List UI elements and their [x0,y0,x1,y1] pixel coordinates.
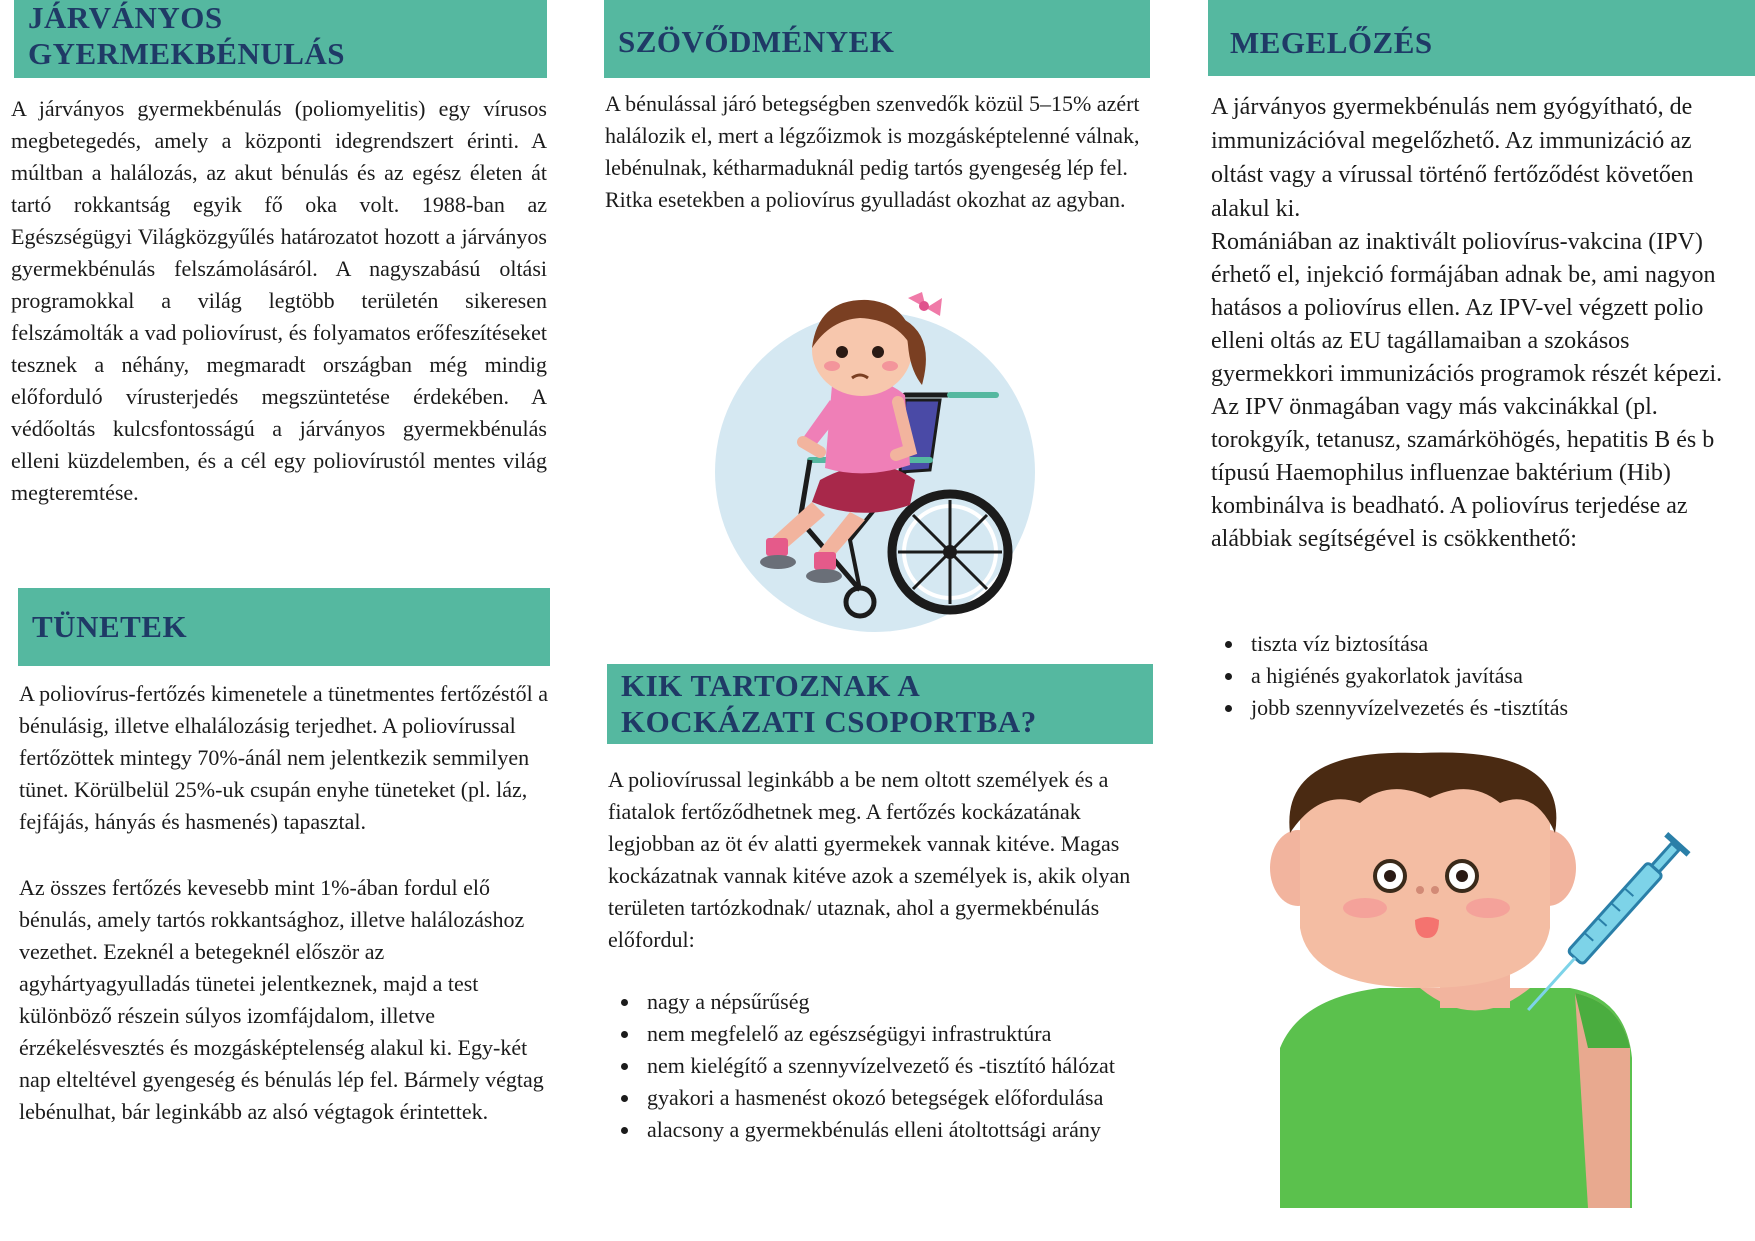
list-item: a higiénés gyakorlatok javítása [1211,660,1731,692]
list-item: gyakori a hasmenést okozó betegségek előfordulása [607,1082,1167,1114]
list-item: nagy a népsűrűség [607,986,1167,1018]
risk-factors-list [607,986,1167,1146]
symptoms-heading-text: TÜNETEK [32,609,188,644]
vaccinated-boy-illustration [1270,748,1710,1208]
risk-group-text: A poliovírussal leginkább a be nem oltott személyek és a fiatalok fertőződhetnek meg. A fertőzés kockázatának legjobban az öt év alatti gyermekek vannak kitéve. Magas kockázatnak vannak kitéve azok a személyek is, akik olyan területen tartózkodnak/ utaznak, ahol a gyermekbénulás előfordul: [608,767,1131,952]
polio-heading-text: JÁRVÁNYOS GYERMEKBÉNULÁS [28,0,346,71]
prevention-text-2: Romániában az inaktivált poliovírus-vakcina (IPV) érhető el, injekció formájában adnak be, ami nagyon hatásos a poliovírus ellen. Az IPV-vel végzett polio elleni oltás az EU tagállamaiban a szokásos gyermekkori immunizációs programok részét képezi. Az IPV önmagában vagy más vakcinákkal (pl. torokgyík, tetanusz, szamárköhögés, hepatitis B és b típusú Haemophilus influenzae baktérium (Hib) kombinálva is beadható. A poliovírus terjedése az alábbiak segítségével is csökkenthető: [1211,229,1723,552]
complications-text: A bénulással járó betegségben szenvedők közül 5–15% azért halálozik el, mert a légzőizmok is mozgásképtelenné válnak, lebénulnak, kétharmaduknál pedig tartós gyengeség lép fel. Ritka esetekben a poliovírus gyulladást okozhat az agyban. [605,91,1140,212]
list-item: jobb szennyvízelvezetés és -tisztítás [1211,692,1731,724]
vaccinated-boy-icon [1270,748,1710,1208]
wheelchair-girl-icon [700,290,1050,635]
prevention-text-1: A járványos gyermekbénulás nem gyógyítható, de immunizációval megelőzhető. Az immunizáció az oltást vagy a vírussal történő fertőződést követően alakul ki. [1211,94,1694,222]
complications-heading [604,0,1150,78]
list-item: tiszta víz biztosítása [1211,628,1731,660]
list-item: nem megfelelő az egészségügyi infrastruktúra [607,1018,1167,1050]
symptoms-text-2: Az összes fertőzés kevesebb mint 1%-ában fordul elő bénulás, amely tartós rokkantsághoz, illetve halálozáshoz vezethet. Ezeknél a betegeknél először az agyhártyagyulladás tünetei jelentkeznek, majd a test különböző részein súlyos izomfájdalom, illetve érzékelésvesztés és mozgásképtelenség alakul ki. Egy-két nap elteltével gyengeség és bénulás lép fel. Bármely végtag lebénulhat, bár leginkább az alsó végtagok érintettek. [19,875,544,1124]
prevention-heading [1208,0,1755,76]
prevention-heading-text: MEGELŐZÉS [1230,25,1433,60]
risk-group-heading-text: KIK TARTOZNAK A KOCKÁZATI CSOPORTBA? [621,668,1037,739]
prevention-measures-list [1211,628,1731,724]
list-item: nem kielégítő a szennyvízelvezető és -tisztító hálózat [607,1050,1167,1082]
polio-intro-text: A járványos gyermekbénulás (poliomyelitis) egy vírusos megbetegedés, amely a központi idegrendszert érinti. A múltban a halálozás, az akut bénulás és az egész életen át tartó rokkantság egyik fő oka volt. 1988-ban az Egészségügyi Világközgyűlés határozatot hozott a járványos gyermekbénulás felszámolásáról. A nagyszabású oltási programokkal a világ legtöbb területén sikeresen felszámolták a vad poliovírust, és folyamatos erőfeszítéseket tesznek a néhány, megmaradt országban még mindig előforduló vírusterjedés megszüntetése érdekében. A védőoltás kulcsfontosságú a járványos gyermekbénulás elleni küzdelemben, és a cél egy poliovírustól mentes világ megteremtése. [11,96,547,505]
risk-group-heading [607,664,1153,744]
list-item: alacsony a gyermekbénulás elleni átoltottsági arány [607,1114,1167,1146]
symptoms-text-1: A poliovírus-fertőzés kimenetele a tünetmentes fertőzéstől a bénulásig, illetve elhalálozásig terjedhet. A poliovírussal fertőzöttek mintegy 70%-ánál nem jelentkezik semmilyen tünet. Körülbelül 25%-uk csupán enyhe tüneteket (pl. láz, fejfájás, hányás és hasmenés) tapasztal. [19,681,549,834]
symptoms-heading [18,588,550,666]
complications-heading-text: SZÖVŐDMÉNYEK [618,24,895,59]
polio-heading [14,0,547,78]
wheelchair-girl-illustration [700,290,1050,635]
